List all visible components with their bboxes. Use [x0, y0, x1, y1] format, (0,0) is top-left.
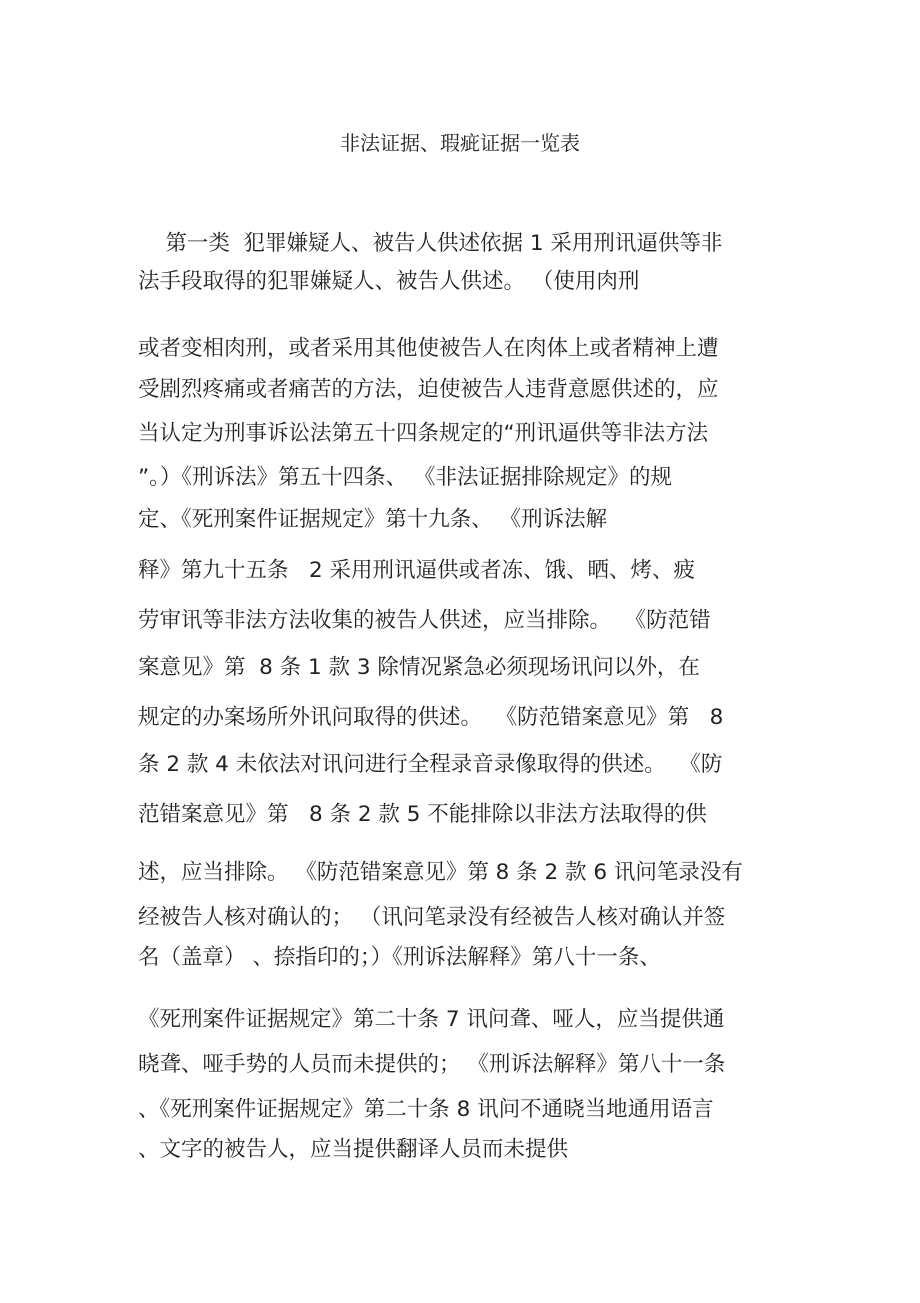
- text-line: 定、《死刑案件证据规定》第十九条、 《刑诉法解: [138, 507, 608, 532]
- text-line: 、《死刑案件证据规定》第二十条 8 讯问不通晓当地通用语言: [138, 1097, 714, 1122]
- text-line: ”。）《刑诉法》第五十四条、 《非法证据排除规定》的规: [138, 465, 672, 490]
- text-line: 法手段取得的犯罪嫌疑人、被告人供述。 （使用肉刑: [138, 269, 640, 294]
- text-line: 当认定为刑事诉讼法第五十四条规定的“刑讯逼供等非法方法: [138, 421, 709, 446]
- text-line: 案意见》第 8 条 1 款 3 除情况紧急必须现场讯问以外，在: [138, 655, 700, 680]
- text-line: 第一类 犯罪嫌疑人、被告人供述依据 1 采用刑讯逼供等非: [138, 231, 723, 256]
- document-title: 非法证据、瑕疵证据一览表: [340, 131, 580, 155]
- text-line: 受剧烈疼痛或者痛苦的方法，迫使被告人违背意愿供述的，应: [138, 377, 719, 402]
- text-line: 条 2 款 4 未依法对讯问进行全程录音录像取得的供述。 《防: [138, 752, 723, 777]
- text-line: 释》第九十五条 2 采用刑讯逼供或者冻、饿、晒、烤、疲: [138, 558, 696, 583]
- text-line: 晓聋、哑手势的人员而未提供的； 《刑诉法解释》第八十一条: [138, 1052, 726, 1077]
- text-line: 范错案意见》第 8 条 2 款 5 不能排除以非法方法取得的供: [138, 802, 707, 827]
- text-line: 名（盖章） 、捺指印的；）《刑诉法解释》第八十一条、: [138, 945, 661, 970]
- text-line: 《死刑案件证据规定》第二十条 7 讯问聋、哑人，应当提供通: [138, 1007, 725, 1032]
- text-line: 劳审讯等非法方法收集的被告人供述，应当排除。 《防范错: [138, 608, 711, 633]
- text-line: 规定的办案场所外讯问取得的供述。 《防范错案意见》第 8: [138, 705, 724, 730]
- text-line: 述，应当排除。 《防范错案意见》第 8 条 2 款 6 讯问笔录没有: [138, 860, 743, 885]
- text-line: 经被告人核对确认的； （讯问笔录没有经被告人核对确认并签: [138, 905, 726, 930]
- text-line: 或者变相肉刑，或者采用其他使被告人在肉体上或者精神上遭: [138, 336, 719, 361]
- text-line: 、文字的被告人，应当提供翻译人员而未提供: [138, 1137, 569, 1162]
